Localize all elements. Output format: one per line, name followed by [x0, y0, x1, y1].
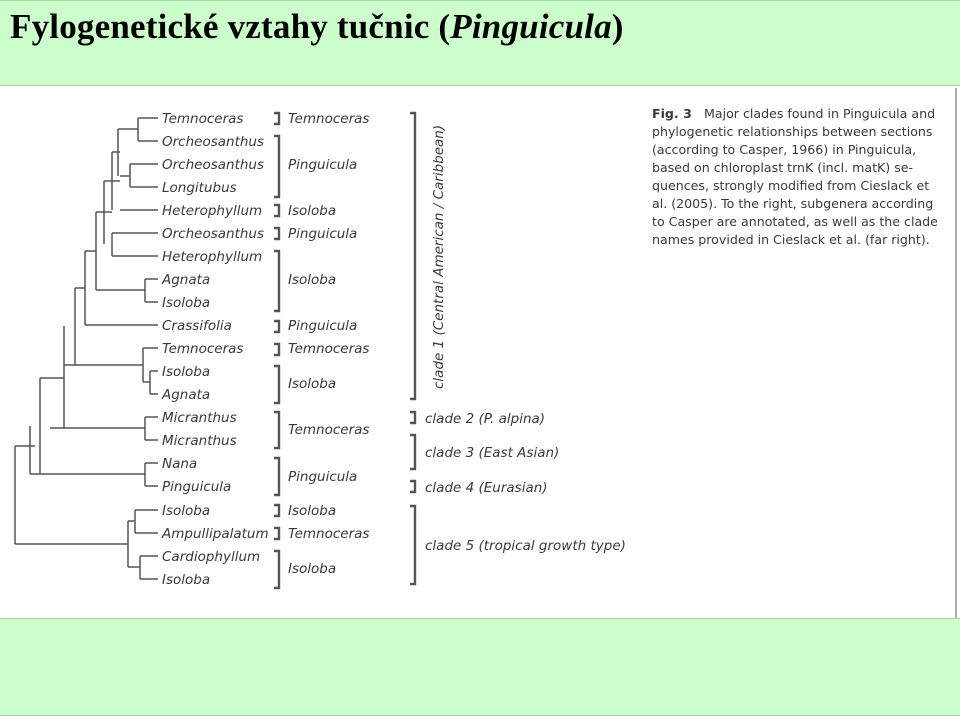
caption-line: names provided in Cieslack et al. (far right).	[652, 232, 930, 247]
taxon-label: Ampullipalatum	[162, 526, 269, 542]
figure-caption	[652, 106, 938, 247]
taxon-label: Isoloba	[162, 572, 211, 588]
taxon-label: Heterophyllum	[162, 249, 263, 265]
taxon-label: Micranthus	[162, 410, 237, 426]
taxon-label: Orcheosanthus	[162, 226, 265, 242]
phylogenetic-tree-figure	[0, 86, 960, 618]
taxon-label: Micranthus	[162, 433, 237, 449]
caption-line: based on chloroplast trnK (incl. matK) se-	[652, 160, 914, 175]
subgenus-label: Pinguicula	[288, 226, 358, 242]
taxon-label: Crassifolia	[162, 318, 232, 334]
caption-line: Major clades found in Pinguicula and	[704, 106, 936, 121]
subgenus-labels	[288, 111, 369, 577]
caption-line: to Casper are annotated, as well as the clade	[652, 214, 938, 229]
taxon-label: Temnoceras	[162, 111, 244, 127]
taxon-label: Nana	[162, 456, 198, 472]
caption-line: quences, strongly modified from Cieslack et	[652, 178, 930, 193]
clade-3-label: clade 3 (East Asian)	[425, 445, 560, 461]
clade-brackets	[410, 113, 415, 584]
taxon-label: Longitubus	[162, 180, 237, 196]
caption-line: al. (2005). To the right, subgenera according	[652, 196, 934, 211]
clade-5-label: clade 5 (tropical growth type)	[425, 538, 626, 554]
taxon-label: Temnoceras	[162, 341, 244, 357]
subgenus-label: Isoloba	[288, 561, 337, 577]
taxon-label: Orcheosanthus	[162, 157, 265, 173]
taxon-label: Orcheosanthus	[162, 134, 265, 150]
subgenus-label: Isoloba	[288, 503, 337, 519]
caption-line: phylogenetic relationships between sections	[652, 124, 933, 139]
taxon-label: Pinguicula	[162, 479, 232, 495]
title-band	[0, 0, 960, 86]
taxon-label: Isoloba	[162, 364, 211, 380]
page-title: Fylogenetické vztahy tučnic (Pinguicula)	[10, 7, 624, 46]
caption-label: Fig. 3	[652, 106, 692, 121]
subgenus-label: Isoloba	[288, 272, 337, 288]
subgenus-label: Pinguicula	[288, 469, 358, 485]
subgenus-label: Pinguicula	[288, 318, 358, 334]
clade-2-label: clade 2 (P. alpina)	[425, 411, 546, 427]
taxon-label: Isoloba	[162, 295, 211, 311]
subgenus-label: Temnoceras	[288, 111, 370, 127]
taxon-labels	[161, 111, 269, 588]
subgenus-label: Temnoceras	[288, 526, 370, 542]
subgenus-label: Temnoceras	[288, 341, 370, 357]
clade-1-label: clade 1 (Central American / Caribbean)	[431, 124, 447, 389]
taxon-label: Isoloba	[162, 503, 211, 519]
taxon-label: Heterophyllum	[162, 203, 263, 219]
subgenus-brackets	[274, 113, 279, 588]
subgenus-label: Isoloba	[288, 376, 337, 392]
subgenus-label: Pinguicula	[288, 157, 358, 173]
taxon-label: Agnata	[162, 387, 211, 403]
taxon-label: Agnata	[162, 272, 211, 288]
tree-branches	[15, 118, 158, 579]
subgenus-label: Temnoceras	[288, 422, 370, 438]
caption-line: (according to Casper, 1966) in Pinguicula,	[652, 142, 917, 157]
subgenus-label: Isoloba	[288, 203, 337, 219]
taxon-label: Cardiophyllum	[162, 549, 261, 565]
clade-4-label: clade 4 (Eurasian)	[425, 480, 548, 496]
footer-band	[0, 618, 960, 716]
